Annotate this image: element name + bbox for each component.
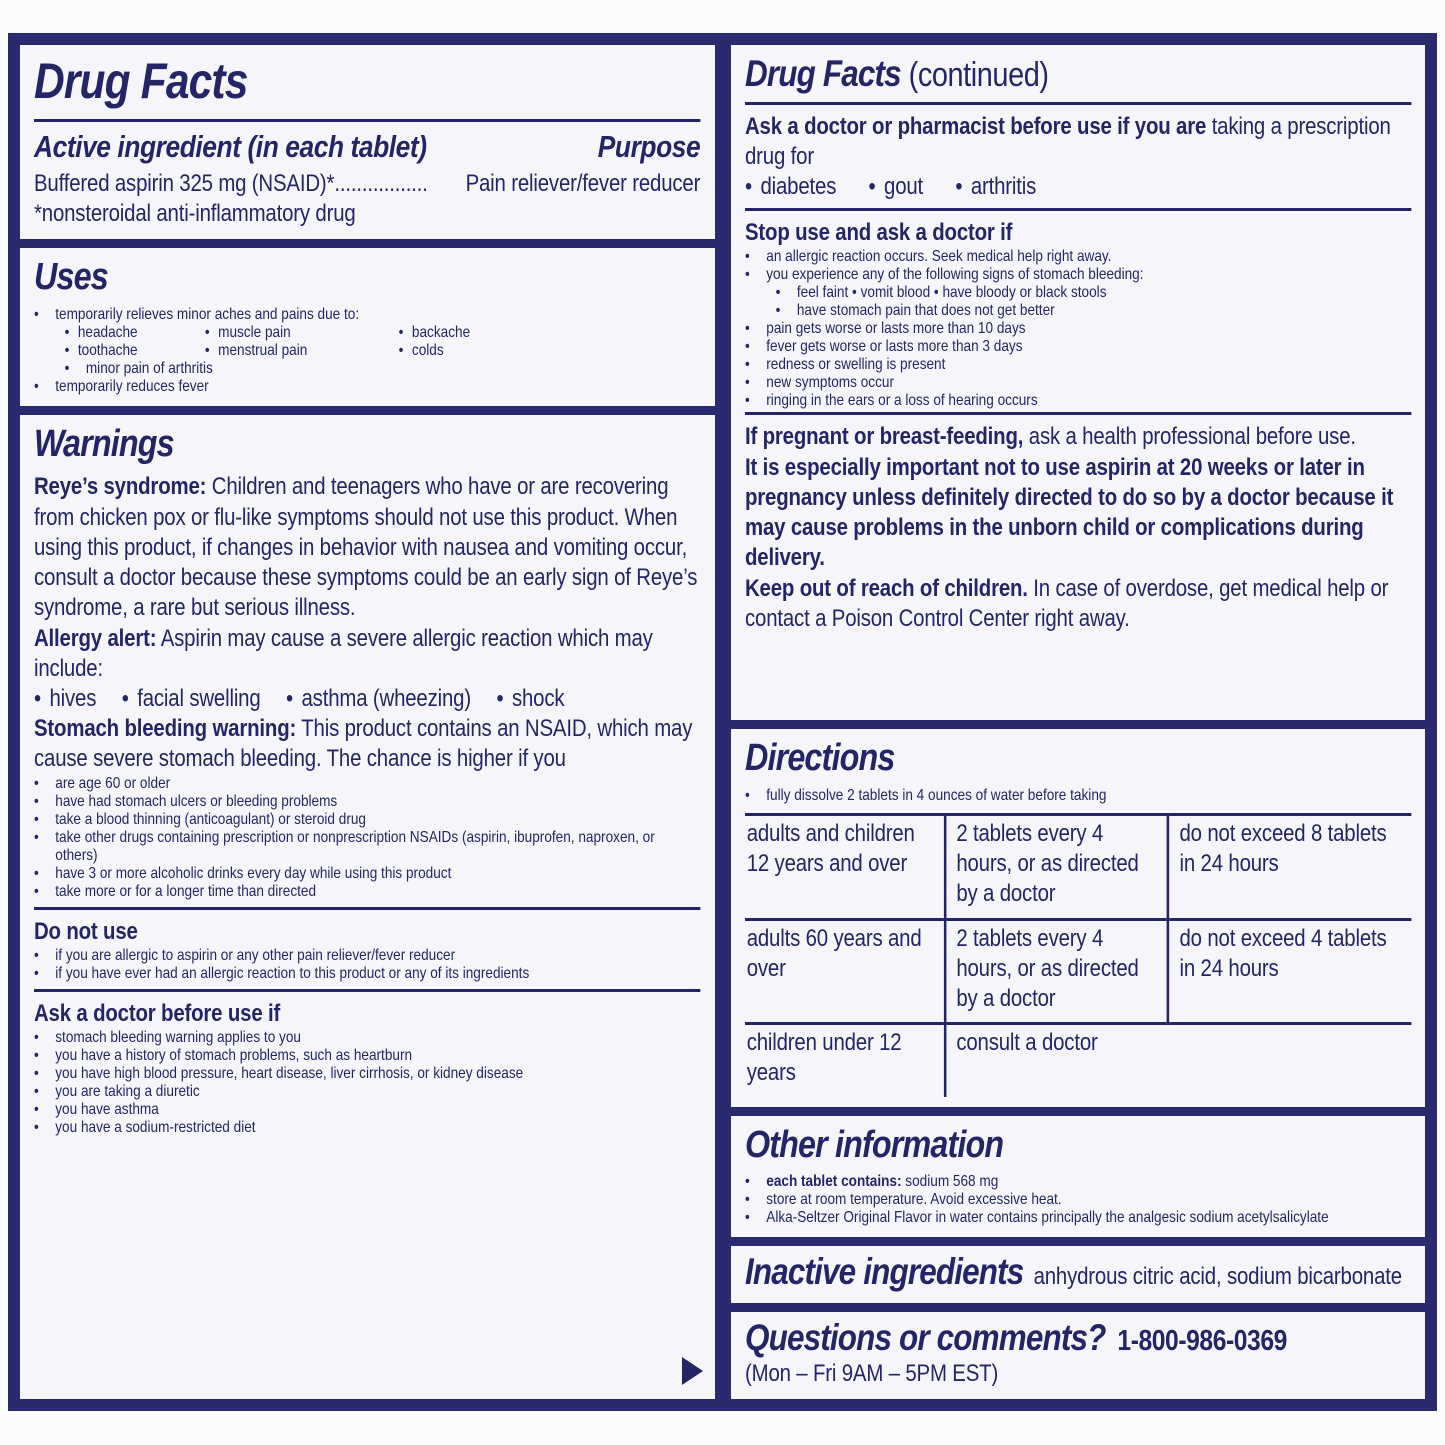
bullet-text: new symptoms occur [765,374,894,392]
bullet-text: ringing in the ears or a loss of hearing occurs [765,392,1038,410]
bullet-icon [34,793,55,811]
bullet-text: take more or for a longer time than directed [55,882,317,900]
bullet-item [34,1065,700,1083]
aspirin-20-weeks-paragraph: It is especially important not to use aspirin at 20 weeks or later in pregnancy unless definitely directed to do so by a doctor because it may cause problems in the unborn child or complications during delivery. [744,453,1393,572]
bullet-item [34,1119,700,1137]
bullet-item [34,865,700,883]
bullet-item [745,248,1411,266]
dosage-limit-cell: do not exceed 4 tablets in 24 hours [1168,919,1411,1024]
use-item: • headache [65,324,173,342]
paragraph-rest: taking a prescription drug for [744,112,1391,170]
paragraph-lead: If pregnant or breast-feeding, [744,423,1023,451]
allergy-item: • asthma (wheezing) [286,684,471,714]
warnings-title: Warnings [34,422,174,465]
bullet-icon [745,1173,766,1191]
bullet-text: temporarily reduces fever [55,377,209,395]
paragraph-rest: sodium 568 mg [901,1173,998,1191]
bullet-text: have had stomach ulcers or bleeding problems [55,792,338,810]
bullet-text: you are taking a diuretic [55,1083,200,1101]
bullet-item [34,947,700,965]
bullet-icon [34,1029,55,1047]
purpose-value: Pain reliever/fever reducer [465,169,701,197]
bullet-text: have stomach pain that does not get better [796,302,1055,320]
bullet-text: fever gets worse or lasts more than 3 days [765,338,1022,356]
use-item: • muscle pain [205,324,367,342]
bullet-item [34,306,700,324]
bullet-item [745,1209,1411,1227]
inactive-ingredients-heading: Inactive ingredients [744,1251,1023,1293]
bullet-icon [34,965,55,983]
divider [34,119,700,122]
bullet-item [34,1029,700,1047]
use-item: • menstrual pain [205,342,367,360]
bullet-text: fully dissolve 2 tablets in 4 ounces of water before taking [765,786,1106,804]
section-uses [20,248,715,406]
phone-hours: (Mon – Fri 9AM – 5PM EST) [744,1359,998,1387]
bullet-icon [745,1191,766,1209]
divider [745,412,1411,415]
bullet-icon [34,811,55,829]
bullet-icon [745,266,766,284]
bullet-item [745,338,1411,356]
bullet-item [745,374,1411,392]
pregnancy-paragraph [745,422,1411,452]
bullet-text: you have a history of stomach problems, such as heartburn [55,1047,413,1065]
bullet-icon [745,1209,766,1227]
bullet-icon [775,284,796,302]
condition-item: • arthritis [955,172,1036,202]
bullet-item [34,1101,700,1119]
continuation-arrow-icon [682,1357,703,1385]
bullet-text: have 3 or more alcoholic drinks every day while using this product [55,864,452,882]
uses-title: Uses [34,255,108,298]
bullet-item [745,787,1411,805]
title-continued-suffix: (continued) [908,56,1049,94]
paragraph-lead: Stomach bleeding warning: [34,715,297,743]
leader-dots: ................. [334,169,428,197]
section-directions [731,729,1426,1107]
bullet-icon [745,374,766,392]
divider [745,102,1411,105]
bullet-text: feel faint • vomit blood • have bloody or black stools [796,284,1107,302]
stop-use-heading: Stop use and ask a doctor if [744,219,1012,247]
paragraph-lead: Allergy alert: [34,624,157,652]
dosage-amount-cell: consult a doctor [944,1024,1410,1097]
bullet-text: you have a sodium-restricted diet [55,1119,256,1137]
left-column [20,45,715,1399]
bullet-item [745,1191,1411,1209]
questions-heading: Questions or comments? [744,1317,1106,1359]
paragraph-rest: Children and teenagers who have or are recovering from chicken pox or flu-like symptoms should not use this product. When using this product, if changes in behavior with nausea and vomiting occur, consult a doctor because these symptoms could be an early sign of Reye’s syndrome, a rare but serious illness. [34,473,698,622]
uses-sub-list [65,324,701,360]
drug-facts-title: Drug Facts [34,53,248,109]
ingredient-name: Buffered aspirin 325 mg (NSAID)* [34,169,335,197]
dosage-age-cell: adults 60 years and over [745,919,945,1024]
bullet-text: store at room temperature. Avoid excessive heat. [765,1191,1062,1209]
bullet-text: you have asthma [55,1101,159,1119]
keep-out-of-reach-paragraph [745,574,1411,634]
phone-number: 1-800-986-0369 [1116,1325,1287,1358]
paragraph-lead: Ask a doctor or pharmacist before use if you are [744,112,1206,140]
sub-bullet-item [775,284,1411,302]
bullet-item [745,356,1411,374]
bullet-text: if you have ever had an allergic reaction to this product or any of its ingredients [55,964,530,982]
section-drug-facts-continued [731,45,1426,720]
drug-facts-continued-title [745,53,1411,96]
allergy-item: • shock [496,684,564,714]
bullet-icon [34,829,55,847]
bullet-icon [34,883,55,901]
do-not-use-heading: Do not use [34,917,138,945]
bullet-text: pain gets worse or lasts more than 10 days [765,320,1026,338]
bullet-icon [65,360,86,378]
bullet-icon [34,306,55,324]
bullet-item [34,1083,700,1101]
bullet-icon [34,1119,55,1137]
bullet-item [745,320,1411,338]
condition-item: • diabetes [745,172,836,202]
bullet-text: are age 60 or older [55,774,171,792]
bullet-item [34,883,700,901]
bullet-icon [34,1101,55,1119]
ask-doctor-heading: Ask a doctor before use if [34,999,281,1027]
bullet-item [34,378,700,396]
paragraph-rest: In case of overdose, get medical help or contact a Poison Control Center right away. [744,574,1388,632]
bullet-text: stomach bleeding warning applies to you [55,1029,301,1047]
dosage-age-cell: children under 12 years [745,1024,945,1097]
reyes-syndrome-paragraph [34,472,700,623]
sub-bullet-item [775,302,1411,320]
bullet-text: you have high blood pressure, heart disease, liver cirrhosis, or kidney disease [55,1065,524,1083]
bullet-item [34,1047,700,1065]
bullet-item [34,965,700,983]
bullet-item [745,1173,1411,1191]
section-other-information [731,1116,1426,1238]
bullet-icon [34,775,55,793]
bullet-text: if you are allergic to aspirin or any other pain reliever/fever reducer [55,946,456,964]
active-ingredient-heading-row [34,129,700,165]
table-row [745,919,1411,1024]
table-row [745,814,1411,919]
bullet-icon [745,392,766,410]
dosage-amount-cell: 2 tablets every 4 hours, or as directed by a doctor [944,919,1167,1024]
bullet-text: temporarily relieves minor aches and pains due to: [55,305,360,323]
bullet-item [34,829,700,865]
allergy-item: • hives [34,684,96,714]
title-text: Drug Facts [744,53,901,94]
bullet-item [745,266,1411,284]
dosage-table [745,813,1411,1097]
use-item: • colds [399,342,668,360]
inactive-ingredients-list: anhydrous citric acid, sodium bicarbonate [1033,1263,1402,1291]
allergy-item: • facial swelling [122,684,261,714]
divider [34,907,700,910]
bullet-text: Alka-Seltzer Original Flavor in water contains principally the analgesic sodium acetylsalicylate [765,1209,1329,1227]
use-item: • toothache [65,342,173,360]
bullet-item [745,392,1411,410]
bullet-text [766,1173,1411,1191]
bullet-icon [34,1065,55,1083]
section-inactive-ingredients [731,1246,1426,1303]
other-information-title: Other information [744,1123,1003,1166]
bullet-icon [745,248,766,266]
divider [745,208,1411,211]
section-active-ingredient [20,45,715,239]
bullet-icon [34,865,55,883]
paragraph-rest: Aspirin may cause a severe allergic reaction which may include: [34,624,653,682]
bullet-item [65,360,701,378]
condition-item: • gout [868,172,923,202]
paragraph-lead: each tablet contains: [765,1173,902,1191]
ask-pharmacist-paragraph [745,112,1411,172]
bullet-item [34,811,700,829]
bullet-icon [745,787,766,805]
bullet-text: minor pain of arthritis [85,359,213,377]
ingredient-line [34,169,700,199]
drug-facts-label [8,33,1437,1411]
paragraph-lead: Keep out of reach of children. [744,574,1028,602]
allergy-alert-paragraph [34,624,700,684]
table-row [745,1024,1411,1097]
active-ingredient-heading: Active ingredient (in each tablet) [34,128,427,164]
nsaid-footnote: *nonsteroidal anti-inflammatory drug [34,199,356,227]
bullet-item [34,793,700,811]
bullet-icon [745,338,766,356]
stomach-bleeding-paragraph [34,714,700,774]
bullet-icon [34,947,55,965]
prescription-drug-list [745,172,1411,202]
bullet-icon [745,356,766,374]
bullet-text: redness or swelling is present [765,356,945,374]
bullet-icon [745,320,766,338]
bullet-text: an allergic reaction occurs. Seek medical help right away. [765,248,1111,266]
bullet-item [34,775,700,793]
paragraph-lead: Reye’s syndrome: [34,473,207,501]
paragraph-rest: This product contains an NSAID, which may cause severe stomach bleeding. The chance is higher if you [34,715,693,773]
bullet-text: take other drugs containing prescription or nonprescription NSAIDs (aspirin, ibuprofen, naproxen, or others) [55,828,655,864]
bullet-icon [34,1083,55,1101]
dosage-amount-cell: 2 tablets every 4 hours, or as directed by a doctor [944,814,1167,919]
directions-title: Directions [744,737,894,780]
bullet-text: take a blood thinning (anticoagulant) or steroid drug [55,810,366,828]
right-column [731,45,1426,1399]
bullet-icon [775,302,796,320]
section-questions-comments [731,1312,1426,1399]
section-warnings [20,415,715,1399]
dosage-age-cell: adults and children 12 years and over [745,814,945,919]
paragraph-rest: ask a health professional before use. [1022,423,1356,451]
divider [34,989,700,992]
bullet-icon [34,1047,55,1065]
bullet-icon [34,378,55,396]
use-item: • backache [399,324,668,342]
dosage-limit-cell: do not exceed 8 tablets in 24 hours [1168,814,1411,919]
allergy-symptom-list [34,684,700,714]
purpose-heading: Purpose [597,128,701,164]
bullet-text: you experience any of the following signs of stomach bleeding: [765,266,1144,284]
